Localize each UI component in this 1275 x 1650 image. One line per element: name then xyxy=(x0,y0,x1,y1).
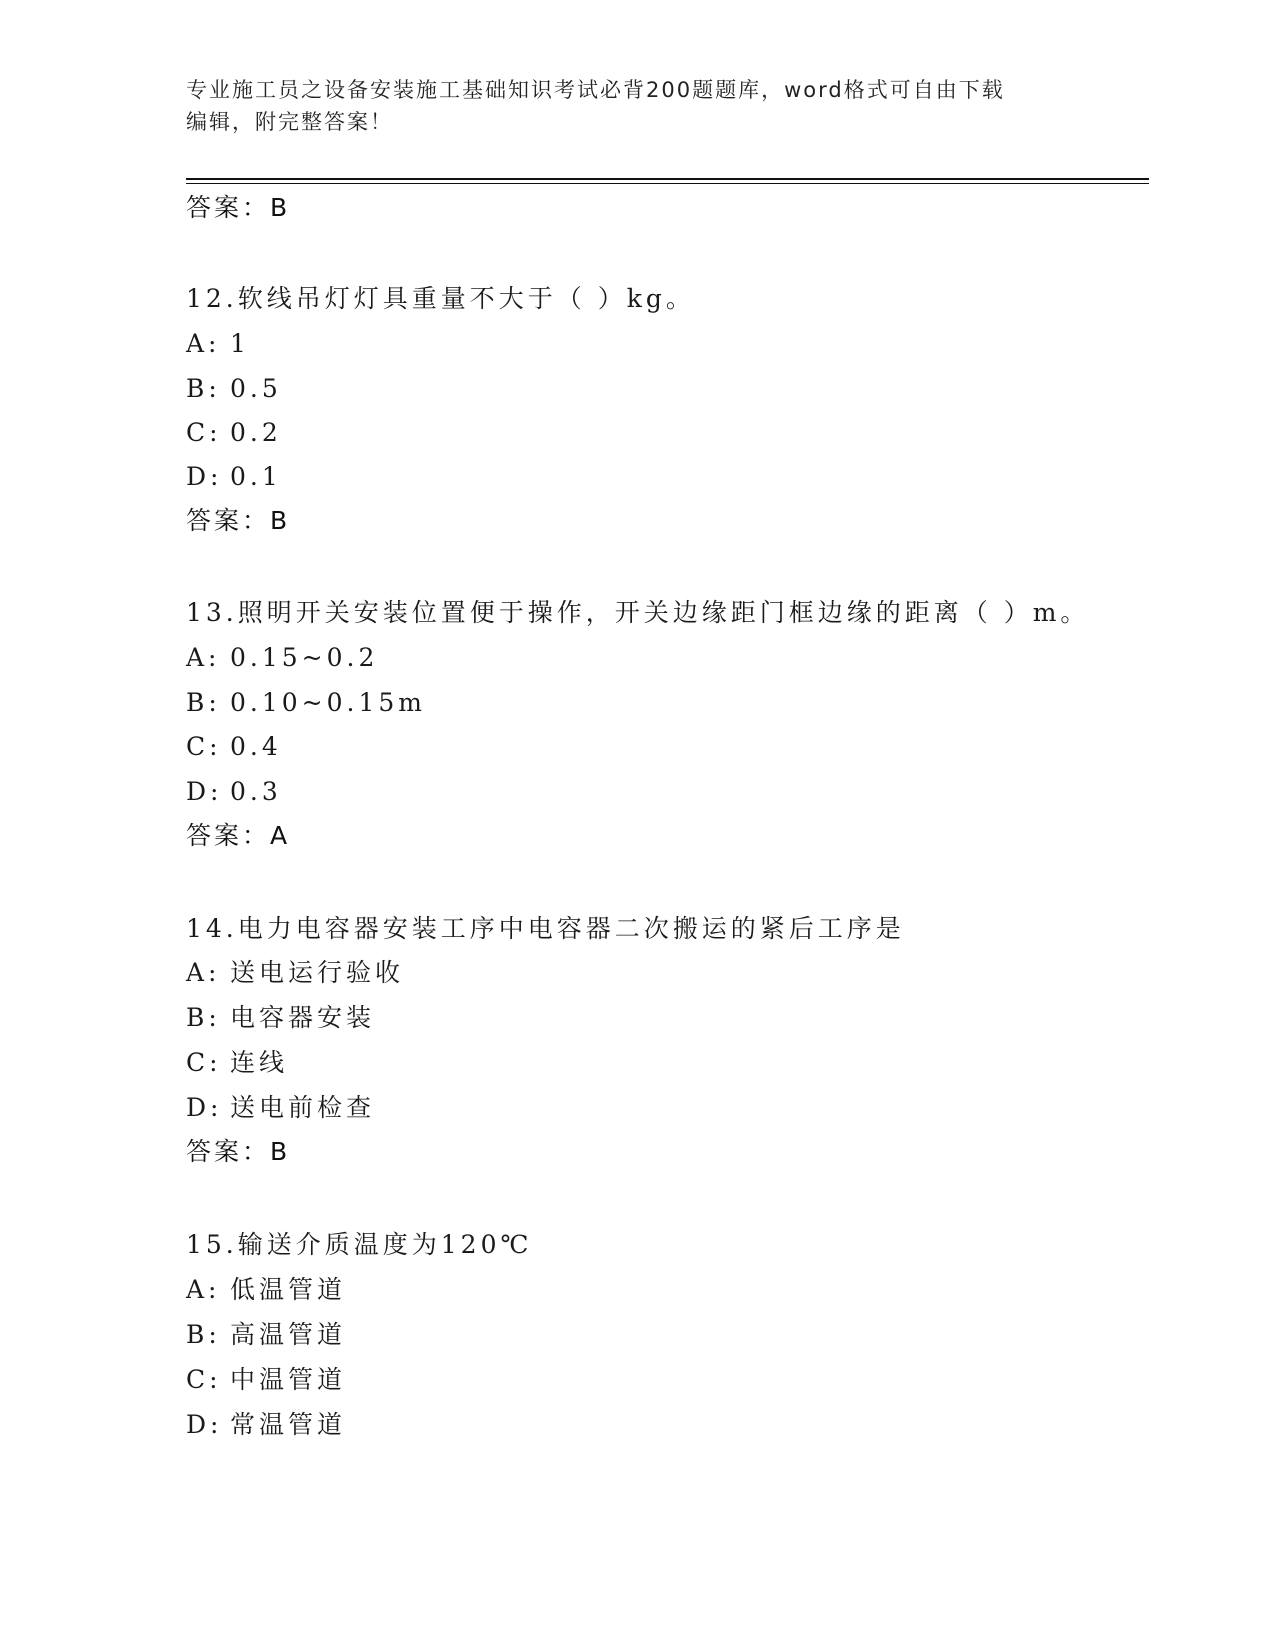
option-letter: A: xyxy=(186,1275,221,1304)
option-text: 0.3 xyxy=(230,777,282,806)
option-letter: C: xyxy=(186,1048,222,1077)
option-text: 常温管道 xyxy=(230,1410,347,1439)
answer-12: 答案：B xyxy=(186,506,291,535)
option-d xyxy=(186,461,282,493)
question-14: 14.电力电容器安装工序中电容器二次搬运的紧后工序是 xyxy=(186,914,905,943)
option-a xyxy=(186,328,250,360)
option-text: 中温管道 xyxy=(230,1365,347,1394)
option-c xyxy=(186,731,282,763)
option-letter: C: xyxy=(186,1365,222,1394)
option-text: 电容器安装 xyxy=(230,1003,376,1032)
option-b xyxy=(186,373,282,405)
option-letter: C: xyxy=(186,732,222,761)
option-text: 0.10~0.15m xyxy=(230,688,426,717)
header-line-1: 专业施工员之设备安装施工基础知识考试必背200题题库，word格式可自由下载 xyxy=(186,78,1005,102)
option-text: 1 xyxy=(230,329,250,358)
option-letter: B: xyxy=(186,1320,221,1349)
option-letter: B: xyxy=(186,1003,221,1032)
question-12: 12.软线吊灯灯具重量不大于（ ）kg。 xyxy=(186,284,695,313)
answer-13: 答案：A xyxy=(186,821,291,850)
option-c xyxy=(186,1047,288,1079)
header-rule-thick xyxy=(186,178,1149,180)
option-letter: A: xyxy=(186,643,221,672)
option-c xyxy=(186,1364,346,1396)
document-header xyxy=(186,74,1086,138)
option-letter: A: xyxy=(186,329,221,358)
option-text: 0.2 xyxy=(230,418,282,447)
option-b xyxy=(186,1002,375,1034)
option-b xyxy=(186,1319,346,1351)
option-letter: C: xyxy=(186,418,222,447)
option-text: 高温管道 xyxy=(230,1320,347,1349)
question-15: 15.输送介质温度为120℃ xyxy=(186,1230,533,1259)
option-text: 连线 xyxy=(230,1048,289,1077)
header-rule-thin xyxy=(186,183,1149,184)
option-text: 低温管道 xyxy=(230,1275,347,1304)
option-text: 0.4 xyxy=(230,732,282,761)
option-letter: D: xyxy=(186,1410,223,1439)
option-letter: D: xyxy=(186,1093,223,1122)
option-letter: B: xyxy=(186,688,221,717)
option-d xyxy=(186,776,282,808)
option-letter: D: xyxy=(186,462,223,491)
question-13: 13.照明开关安装位置便于操作，开关边缘距门框边缘的距离（ ）m。 xyxy=(186,598,1090,627)
option-text: 送电运行验收 xyxy=(230,958,405,987)
option-text: 0.1 xyxy=(230,462,282,491)
option-d xyxy=(186,1092,375,1124)
option-a xyxy=(186,1274,346,1306)
option-text: 送电前检查 xyxy=(230,1093,376,1122)
option-a xyxy=(186,642,378,674)
answer-14: 答案：B xyxy=(186,1137,291,1166)
option-c xyxy=(186,417,282,449)
header-line-2: 编辑，附完整答案！ xyxy=(186,110,393,134)
option-text: 0.15~0.2 xyxy=(230,643,379,672)
option-b xyxy=(186,687,426,719)
option-d xyxy=(186,1409,346,1441)
option-letter: B: xyxy=(186,374,221,403)
option-text: 0.5 xyxy=(230,374,282,403)
option-letter: A: xyxy=(186,958,221,987)
previous-answer: 答案：B xyxy=(186,193,291,222)
option-letter: D: xyxy=(186,777,223,806)
option-a xyxy=(186,957,404,989)
